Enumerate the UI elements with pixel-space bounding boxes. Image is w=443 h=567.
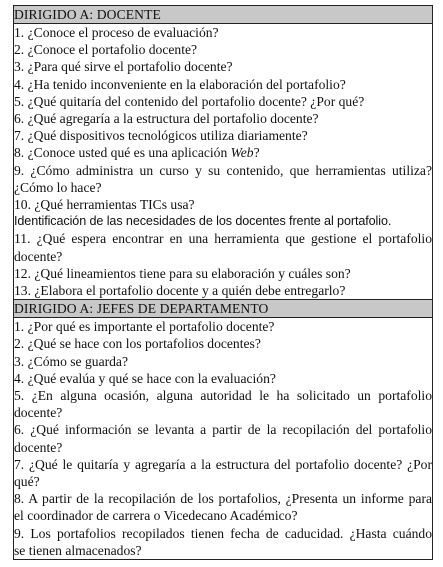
jefes-question-9 [14, 525, 432, 559]
jefes-question-8-line-2: el coordinador de carrera o Vicedecano Académico? [14, 508, 298, 524]
docentes-question-9-line-1: 9. ¿Cómo administra un curso y su contenido, que herramientas utiliza? [14, 162, 432, 178]
docentes-question-13: 13. ¿Elabora el portafolio docente y a quién debe entregarlo? [14, 283, 346, 299]
jefes-questions-cell [14, 318, 433, 560]
jefes-question-8 [14, 490, 432, 524]
interview-questions-table [13, 5, 433, 560]
jefes-question-9-line-2: se tienen almacenados? [14, 542, 142, 558]
docentes-question-10: 10. ¿Qué herramientas TICs usa? [14, 197, 195, 213]
docentes-section-header: DIRIGIDO A: DOCENTE [14, 6, 433, 24]
docentes-needs-note: Identificación de las necesidades de los docentes frente al portafolio. [14, 214, 392, 229]
docentes-question-9 [14, 162, 432, 196]
docentes-questions-cell [14, 24, 433, 300]
jefes-section-header: DIRIGIDO A: JEFES DE DEPARTAMENTO [14, 300, 433, 318]
jefes-question-5 [14, 387, 432, 421]
jefes-question-8-line-1: 8. A partir de la recopilación de los portafolios, ¿Presenta un informe para [14, 491, 432, 507]
docentes-question-1: 1. ¿Conoce el proceso de evaluación? [14, 25, 219, 40]
docentes-question-11-line-1: 11. ¿Qué espera encontrar en una herramienta que gestione el portafolio [14, 231, 432, 247]
jefes-question-7 [14, 456, 432, 490]
docentes-question-11 [14, 230, 432, 264]
jefes-question-2: 2. ¿Qué se hace con los portafolios docentes? [14, 336, 261, 352]
docentes-question-9-line-2: ¿Cómo lo hace? [14, 179, 102, 195]
docentes-question-7: 7. ¿Qué dispositivos tecnológicos utiliza diariamente? [14, 128, 308, 144]
docentes-question-8-web: Web [230, 145, 254, 161]
docentes-question-11-line-2: docente? [14, 248, 63, 264]
jefes-question-7-line-2: qué? [14, 474, 40, 490]
jefes-question-7-line-1: 7. ¿Qué le quitaría y agregaría a la estructura del portafolio docente? ¿Por [14, 456, 432, 472]
docentes-question-5: 5. ¿Qué quitaría del contenido del portafolio docente? ¿Por qué? [14, 93, 365, 109]
docentes-question-2: 2. ¿Conoce el portafolio docente? [14, 42, 198, 58]
docentes-question-8 [14, 144, 432, 161]
docentes-question-8-text: 8. ¿Conoce usted qué es una aplicación [14, 145, 231, 161]
docentes-question-6: 6. ¿Qué agregaría a la estructura del portafolio docente? [14, 111, 319, 127]
jefes-question-5-line-1: 5. ¿En alguna ocasión, alguna autoridad le ha solicitado un portafolio [14, 388, 432, 404]
jefes-question-3: 3. ¿Cómo se guarda? [14, 353, 129, 369]
docentes-question-3: 3. ¿Para qué sirve el portafolio docente? [14, 59, 233, 75]
jefes-question-4: 4. ¿Qué evalúa y qué se hace con la evaluación? [14, 370, 276, 386]
jefes-question-1: 1. ¿Por qué es importante el portafolio docente? [14, 319, 275, 335]
jefes-question-5-line-2: docente? [14, 405, 63, 421]
docentes-question-4: 4. ¿Ha tenido inconveniente en la elaboración del portafolio? [14, 76, 346, 92]
docentes-question-12: 12. ¿Qué lineamientos tiene para su elaboración y cuáles son? [14, 265, 351, 281]
jefes-question-6 [14, 421, 432, 455]
jefes-question-9-line-1: 9. Los portafolios recopilados tienen fecha de caducidad. ¿Hasta cuándo [14, 525, 432, 541]
jefes-question-6-line-1: 6. ¿Qué información se levanta a partir de la recopilación del portafolio [14, 422, 432, 438]
docentes-question-8-end: ? [253, 145, 260, 161]
jefes-question-6-line-2: docente? [14, 439, 63, 455]
